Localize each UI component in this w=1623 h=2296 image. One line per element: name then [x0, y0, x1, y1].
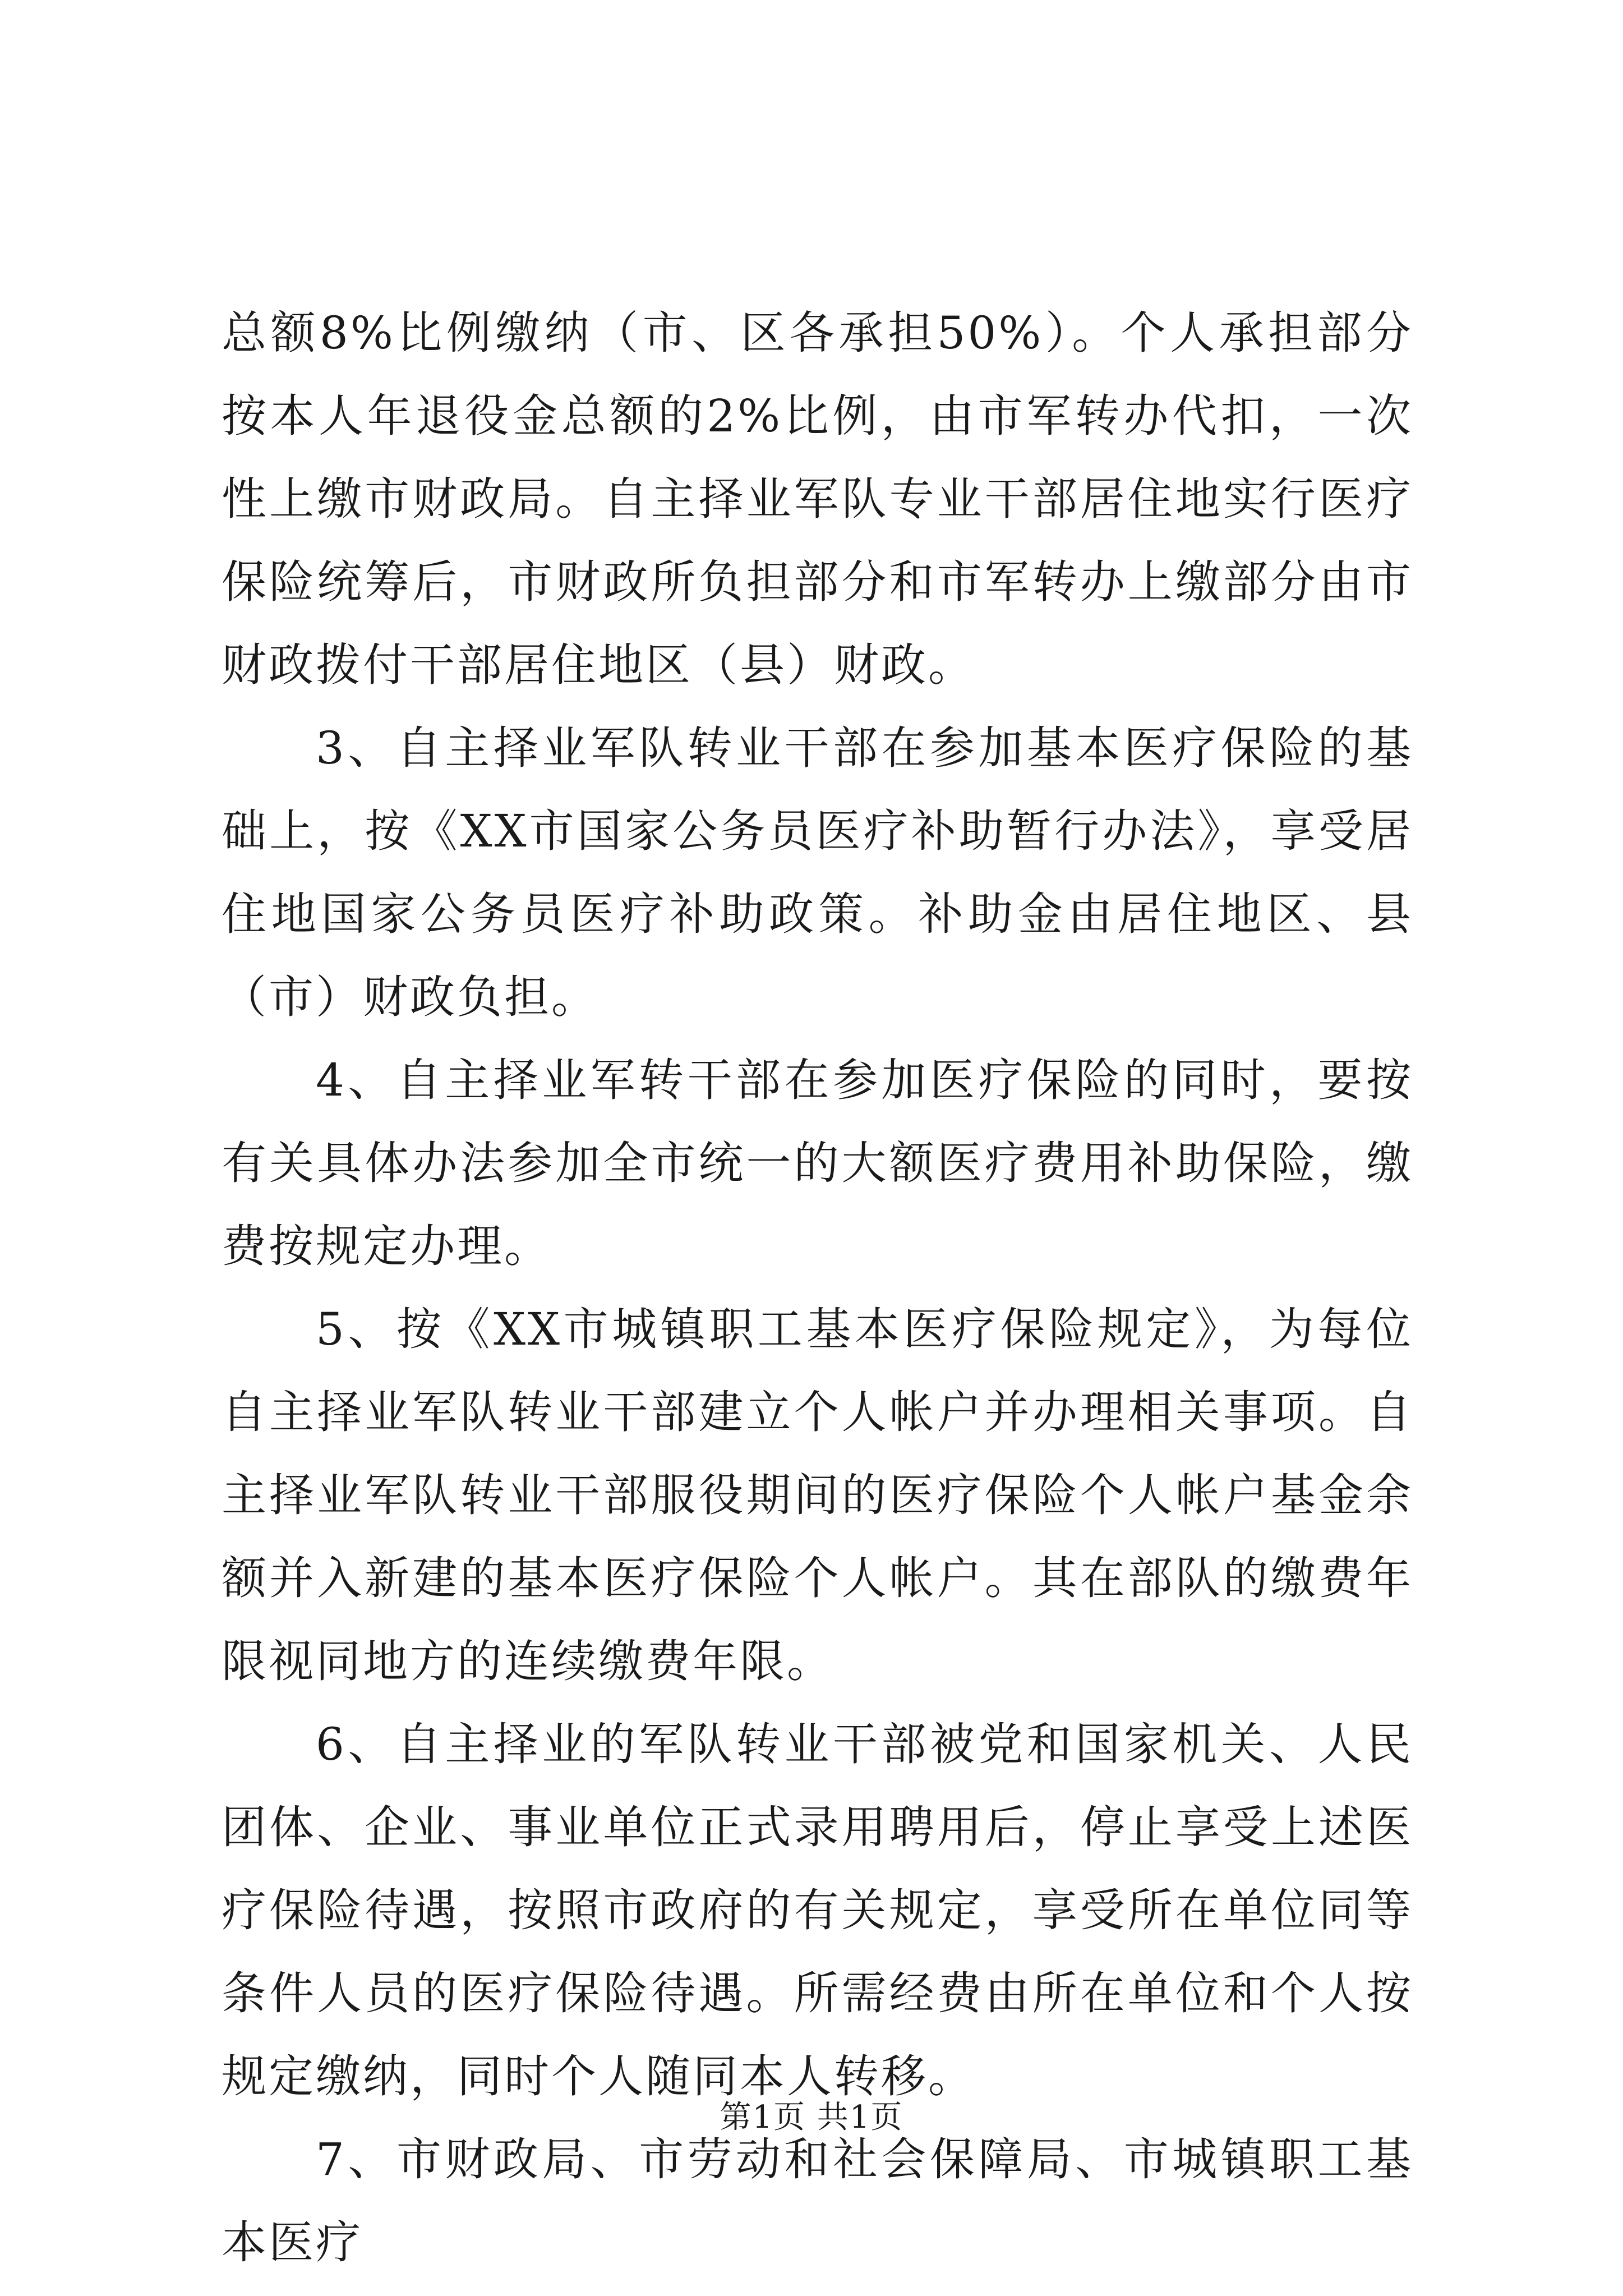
document-body: [222, 292, 1413, 2284]
paragraph-item-6: 6、自主择业的军队转业干部被党和国家机关、人民团体、企业、事业单位正式录用聘用后，停止享受上述医疗保险待遇，按照市政府的有关规定，享受所在单位同等条件人员的医疗保险待遇。所需经费由所在单位和个人按规定缴纳，同时个人随同本人转移。: [222, 1718, 1413, 2102]
paragraph-item-7: 7、市财政局、市劳动和社会保障局、市城镇职工基本医疗: [222, 2133, 1413, 2269]
paragraph-item-5: 5、按《XX市城镇职工基本医疗保险规定》，为每位自主择业军队转业干部建立个人帐户并办理相关事项。自主择业军队转业干部服役期间的医疗保险个人帐户基金余额并入新建的基本医疗保险个人帐户。其在部队的缴费年限视同地方的连续缴费年限。: [222, 1303, 1413, 1687]
paragraph-1: 总额8%比例缴纳（市、区各承担50%）。个人承担部分按本人年退役金总额的2%比例，由市军转办代扣，一次性上缴市财政局。自主择业军队专业干部居住地实行医疗保险统筹后，市财政所负担部分和市军转办上缴部分由市财政拨付干部居住地区（县）财政。: [222, 307, 1413, 691]
page-footer: 第1页 共1页: [720, 2099, 903, 2136]
paragraph-item-4: 4、自主择业军转干部在参加医疗保险的同时，要按有关具体办法参加全市统一的大额医疗费用补助保险，缴费按规定办理。: [222, 1054, 1413, 1272]
paragraph-item-3: 3、自主择业军队转业干部在参加基本医疗保险的基础上，按《XX市国家公务员医疗补助暂行办法》，享受居住地国家公务员医疗补助政策。补助金由居住地区、县（市）财政负担。: [222, 722, 1413, 1023]
